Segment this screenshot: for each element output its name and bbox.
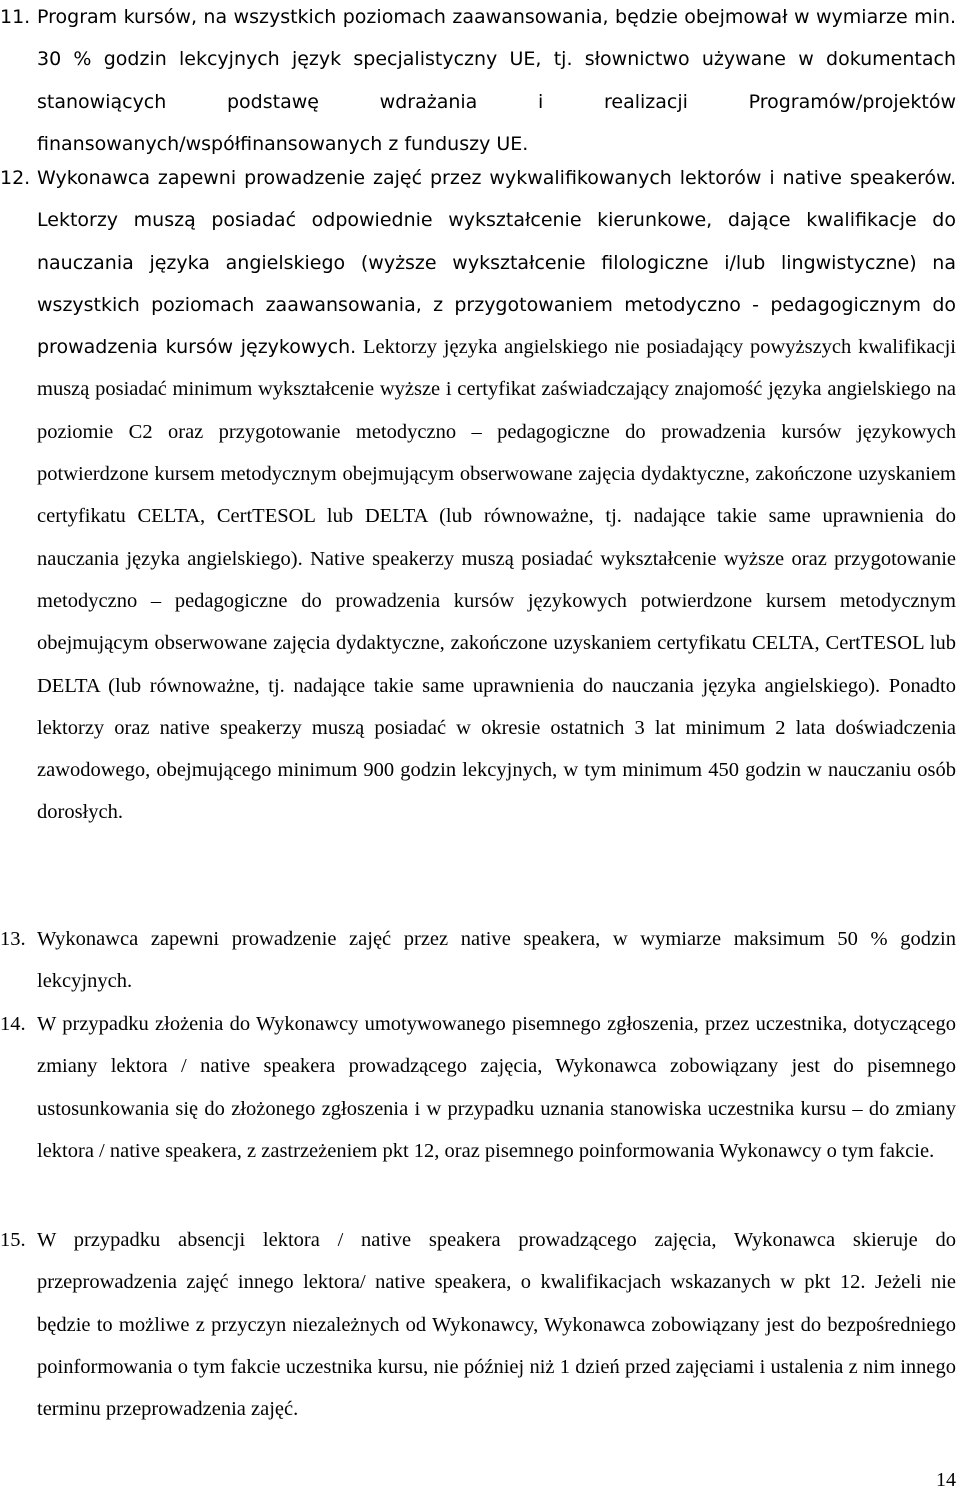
list-item-15	[0, 1219, 960, 1430]
item-text: W przypadku złożenia do Wykonawcy umotywowanego pisemnego zgłoszenia, przez uczestnika, dotyczącego zmiany lektora / native speakera prowadzącego zajęcia, Wykonawca zobowiązany jest do pisemnego ustosunkowania się do złożonego zgłoszenia i w przypadku uznania stanowiska uczestnika kursu – do zmiany lektora / native speakera, z zastrzeżeniem pkt 12, oraz pisemnego poinformowania Wykonawcy o tym fakcie.	[37, 1013, 956, 1162]
list-item-14	[0, 1003, 960, 1172]
item-text: Wykonawca zapewni prowadzenie zajęć przez native speakera, w wymiarze maksimum 50 % godzin lekcyjnych.	[37, 928, 956, 993]
list-item-12	[0, 157, 960, 834]
item-text-continued: Lektorzy języka angielskiego nie posiadający powyższych kwalifikacji muszą posiadać minimum wykształcenie wyższe i certyfikat zaświadczający znajomość języka angielskiego na poziomie C2 oraz przygotowanie metodyczno – pedagogiczne do prowadzenia kursów językowych potwierdzone kursem metodycznym obejmującym obserwowane zajęcia dydaktyczne, zakończone uzyskaniem certyfikatu CELTA, CertTESOL lub DELTA (lub równoważne, tj. nadające takie same uprawnienia do nauczania języka angielskiego). Native speakerzy muszą posiadać wykształcenie wyższe oraz przygotowanie metodyczno – pedagogiczne do prowadzenia kursów językowych potwierdzone kursem metodycznym obejmującym obserwowane zajęcia dydaktyczne, zakończone uzyskaniem certyfikatu CELTA, CertTESOL lub DELTA (lub równoważne, tj. nadające takie same uprawnienia do nauczania języka angielskiego). Ponadto lektorzy oraz native speakerzy muszą posiadać w okresie ostatnich 3 lat minimum 2 lata doświadczenia zawodowego, obejmującego minimum 900 godzin lekcyjnych, w tym minimum 450 godzin w nauczaniu osób dorosłych.	[37, 336, 957, 824]
item-number: 14.	[0, 1013, 26, 1035]
item-number: 12.	[0, 167, 31, 189]
page-number: 14	[936, 1469, 956, 1491]
item-number: 11.	[0, 6, 31, 28]
item-number: 13.	[0, 928, 26, 950]
list-item-11	[0, 0, 960, 165]
item-number: 15.	[0, 1229, 26, 1251]
item-text: Program kursów, na wszystkich poziomach zaawansowania, będzie obejmował w wymiarze min. 30 % godzin lekcyjnych język specjalistyczny UE, tj. słownictwo używane w dokumentach stanowiących podstawę wdrażania i realizacji Programów/projektów finansowanych/współfinansowanych z funduszy UE.	[37, 6, 956, 155]
item-text: Wykonawca zapewni prowadzenie zajęć przez wykwalifikowanych lektorów i native speakerów. Lektorzy muszą posiadać odpowiednie wykształcenie kierunkowe, dające kwalifikacje do nauczania języka angielskiego (wyższe wykształcenie filologiczne i/lub lingwistyczne) na wszystkich poziomach zaawansowania, z przygotowaniem metodyczno - pedagogicznym do prowadzenia kursów językowych.	[37, 167, 956, 359]
item-text: W przypadku absencji lektora / native speakera prowadzącego zajęcia, Wykonawca skieruje do przeprowadzenia zajęć innego lektora/ native speakera, o kwalifikacjach wskazanych w pkt 12. Jeżeli nie będzie to możliwe z przyczyn niezależnych od Wykonawcy, Wykonawca zobowiązany jest do bezpośredniego poinformowania o tym fakcie uczestnika kursu, nie później niż 1 dzień przed zajęciami i ustalenia z nim innego terminu przeprowadzenia zajęć.	[37, 1229, 956, 1421]
list-item-13	[0, 918, 960, 1003]
